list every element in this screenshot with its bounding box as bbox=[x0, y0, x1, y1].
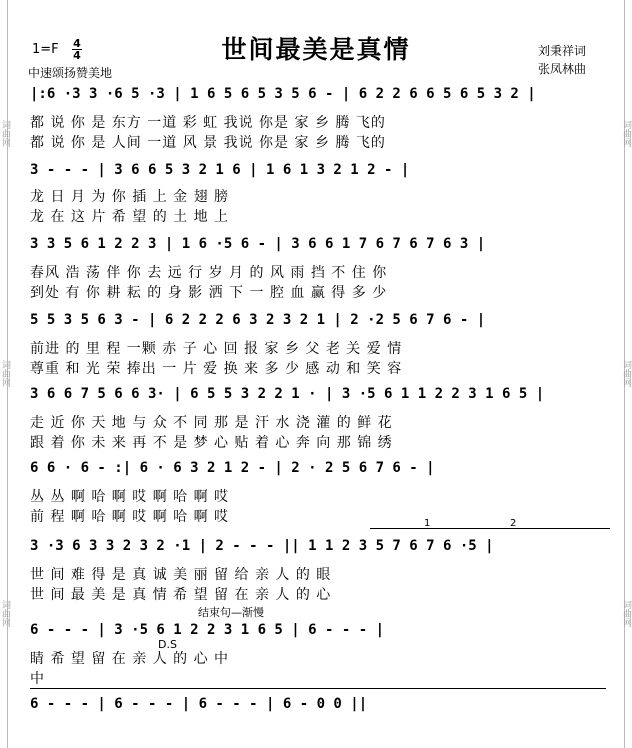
time-signature bbox=[72, 38, 82, 61]
key-signature: 1=F bbox=[32, 42, 59, 57]
notation-line: |:6 ·3 3 ·6 5 ·3 | 1 6 5 6 5 3 5 6 - | 6 2 2 6 6 5 6 5 3 2 | bbox=[30, 86, 536, 102]
notation-line: 6 - - - | 6 - - - | 6 - - - | 6 - 0 0 || bbox=[30, 696, 368, 712]
lyricist-credit: 刘秉祥词 bbox=[538, 44, 587, 58]
lyric-verse-2: 尊重 和 光 荣 捧出 一 片 爱 换 来 多 少 感 动 和 笑 容 bbox=[30, 361, 403, 377]
lyric-verse-1: 都 说 你 是 东方 一道 彩 虹 我说 你是 家 乡 腾 飞的 bbox=[30, 115, 386, 131]
coda-marking: 结束句—渐慢 bbox=[198, 606, 264, 619]
volta-bracket bbox=[370, 528, 610, 529]
watermark-right-3: 词曲网 bbox=[621, 600, 631, 627]
watermark-left-3: 词曲网 bbox=[0, 600, 10, 627]
notation-line: 3 - - - | 3 6 6 5 3 2 1 6 | 1 6 1 3 2 1 2 - | bbox=[30, 162, 410, 178]
watermark-right-1: 词曲网 bbox=[621, 120, 631, 147]
lyric-verse-2: 世 间 最 美 是 真 情 希 望 留 在 亲 人 的 心 bbox=[30, 587, 332, 603]
lyric-verse-1: 世 间 难 得 是 真 诚 美 丽 留 给 亲 人 的 眼 bbox=[30, 567, 332, 583]
lyric-verse-1: 龙 日 月 为 你 插 上 金 翅 膀 bbox=[30, 189, 230, 205]
song-title: 世间最美是真情 bbox=[221, 35, 411, 64]
final-tie-line bbox=[30, 688, 606, 689]
notation-line: 3 6 6 7 5 6 6 3· | 6 5 5 3 2 2 1 · | 3 ·5 6 1 1 2 2 3 1 6 5 | bbox=[30, 386, 545, 402]
watermark-left-1: 词曲网 bbox=[0, 120, 10, 147]
lyric-verse-1: 睛 希 望 留 在 亲 人 的 心 中 bbox=[30, 651, 230, 667]
ds-marking: D.S bbox=[158, 638, 177, 651]
lyric-verse-1: 走 近 你 天 地 与 众 不 同 那 是 汗 水 浇 灌 的 鲜 花 bbox=[30, 415, 393, 431]
ending-1-label: 1 bbox=[424, 518, 431, 529]
notation-line: 5 5 3 5 6 3 - | 6 2 2 2 6 3 2 3 2 1 | 2 ·2 5 6 7 6 - | bbox=[30, 312, 486, 328]
notation-line: 6 - - - | 3 ·5 6 1 2 2 3 1 6 5 | 6 - - - | bbox=[30, 622, 385, 638]
lyric-verse-1: 前进 的 里 程 一颗 赤 子 心 回 报 家 乡 父 老 关 爱 情 bbox=[30, 341, 403, 357]
ending-2-label: 2 bbox=[510, 518, 517, 529]
lyric-verse-2: 前 程 啊 哈 啊 哎 啊 哈 啊 哎 bbox=[30, 509, 230, 525]
notation-line: 6 6 · 6 - :| 6 · 6 3 2 1 2 - | 2 · 2 5 6 7 6 - | bbox=[30, 460, 435, 476]
notation-line: 3 ·3 6 3 3 2 3 2 ·1 | 2 - - - || 1 1 2 3 5 7 6 7 6 ·5 | bbox=[30, 538, 494, 554]
composer-credit: 张凤林曲 bbox=[538, 62, 587, 76]
lyric-verse-2: 都 说 你 是 人间 一道 风 景 我说 你是 家 乡 腾 飞的 bbox=[30, 135, 386, 151]
lyric-verse-2: 中 bbox=[30, 671, 45, 687]
lyric-verse-1: 春风 浩 荡 伴 你 去 远 行 岁 月 的 风 雨 挡 不 住 你 bbox=[30, 265, 388, 281]
lyric-verse-1: 丛 丛 啊 哈 啊 哎 啊 哈 啊 哎 bbox=[30, 489, 230, 505]
lyric-verse-2: 到处 有 你 耕 耘 的 身 影 洒 下 一 腔 血 赢 得 多 少 bbox=[30, 285, 388, 301]
lyric-verse-2: 跟 着 你 未 来 再 不 是 梦 心 贴 着 心 奔 向 那 锦 绣 bbox=[30, 435, 393, 451]
tempo-marking: 中速颂扬赞美地 bbox=[28, 66, 113, 80]
lyric-verse-2: 龙 在 这 片 希 望 的 土 地 上 bbox=[30, 209, 230, 225]
watermark-left-2: 词曲网 bbox=[0, 360, 10, 387]
meter-top: 4 bbox=[73, 37, 81, 50]
watermark-right-2: 词曲网 bbox=[621, 360, 631, 387]
meter-bottom: 4 bbox=[73, 49, 81, 62]
notation-line: 3 3 5 6 1 2 2 3 | 1 6 ·5 6 - | 3 6 6 1 7 6 7 6 7 6 3 | bbox=[30, 236, 486, 252]
